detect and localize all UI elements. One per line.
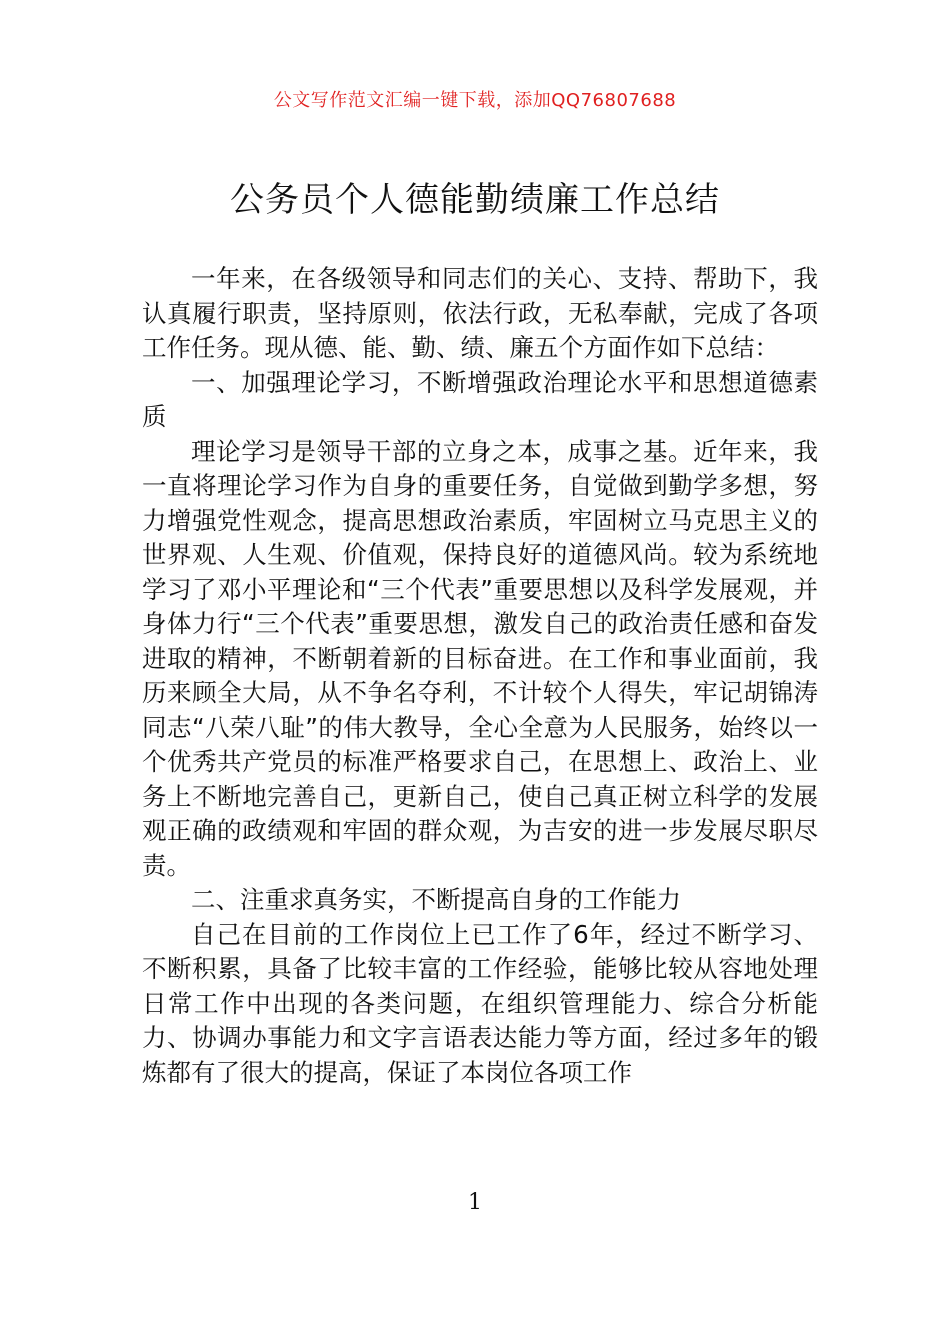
paragraph-intro: 一年来，在各级领导和同志们的关心、支持、帮助下，我认真履行职责，坚持原则，依法行政，无私奉献，完成了各项工作任务。现从德、能、勤、绩、廉五个方面作如下总结： [142,264,818,362]
paragraph-section-1: 理论学习是领导干部的立身之本，成事之基。近年来，我一直将理论学习作为自身的重要任务，自觉做到勤学多想，努力增强党性观念，提高思想政治素质，牢固树立马克思主义的世界观、人生观、价值观，保持良好的道德风尚。较为系统地学习了邓小平理论和“三个代表”重要思想以及科学发展观，并身体力行“三个代表”重要思想，激发自己的政治责任感和奋发进取的精神，不断朝着新的目标奋进。在工作和事业面前，我历来顾全大局，从不争名夺利，不计较个人得失，牢记胡锦涛同志“八荣八耻”的伟大教导，全心全意为人民服务，始终以一个优秀共产党员的标准严格要求自己，在思想上、政治上、业务上不断地完善自己，更新自己，使自己真正树立科学的发展观正确的政绩观和牢固的群众观，为吉安的进一步发展尽职尽责。 [142,436,818,880]
header-ad-text: 公文写作范文汇编一键下载，添加QQ76807688 [273,90,677,111]
section-heading-1: 一、加强理论学习，不断增强政治理论水平和思想道德素质 [142,367,818,431]
section-heading-2: 二、注重求真务实，不断提高自身的工作能力 [191,885,681,914]
page-number: 1 [468,1190,482,1215]
paragraph-section-2: 自己在目前的工作岗位上已工作了6年，经过不断学习、不断积累，具备了比较丰富的工作经验，能够比较从容地处理日常工作中出现的各类问题，在组织管理能力、综合分析能力、协调办事能力和文字言语表达能力等方面，经过多年的锻炼都有了很大的提高，保证了本岗位各项工作 [142,919,818,1087]
document-title: 公务员个人德能勤绩廉工作总结 [230,180,720,220]
document-body [142,262,818,1090]
